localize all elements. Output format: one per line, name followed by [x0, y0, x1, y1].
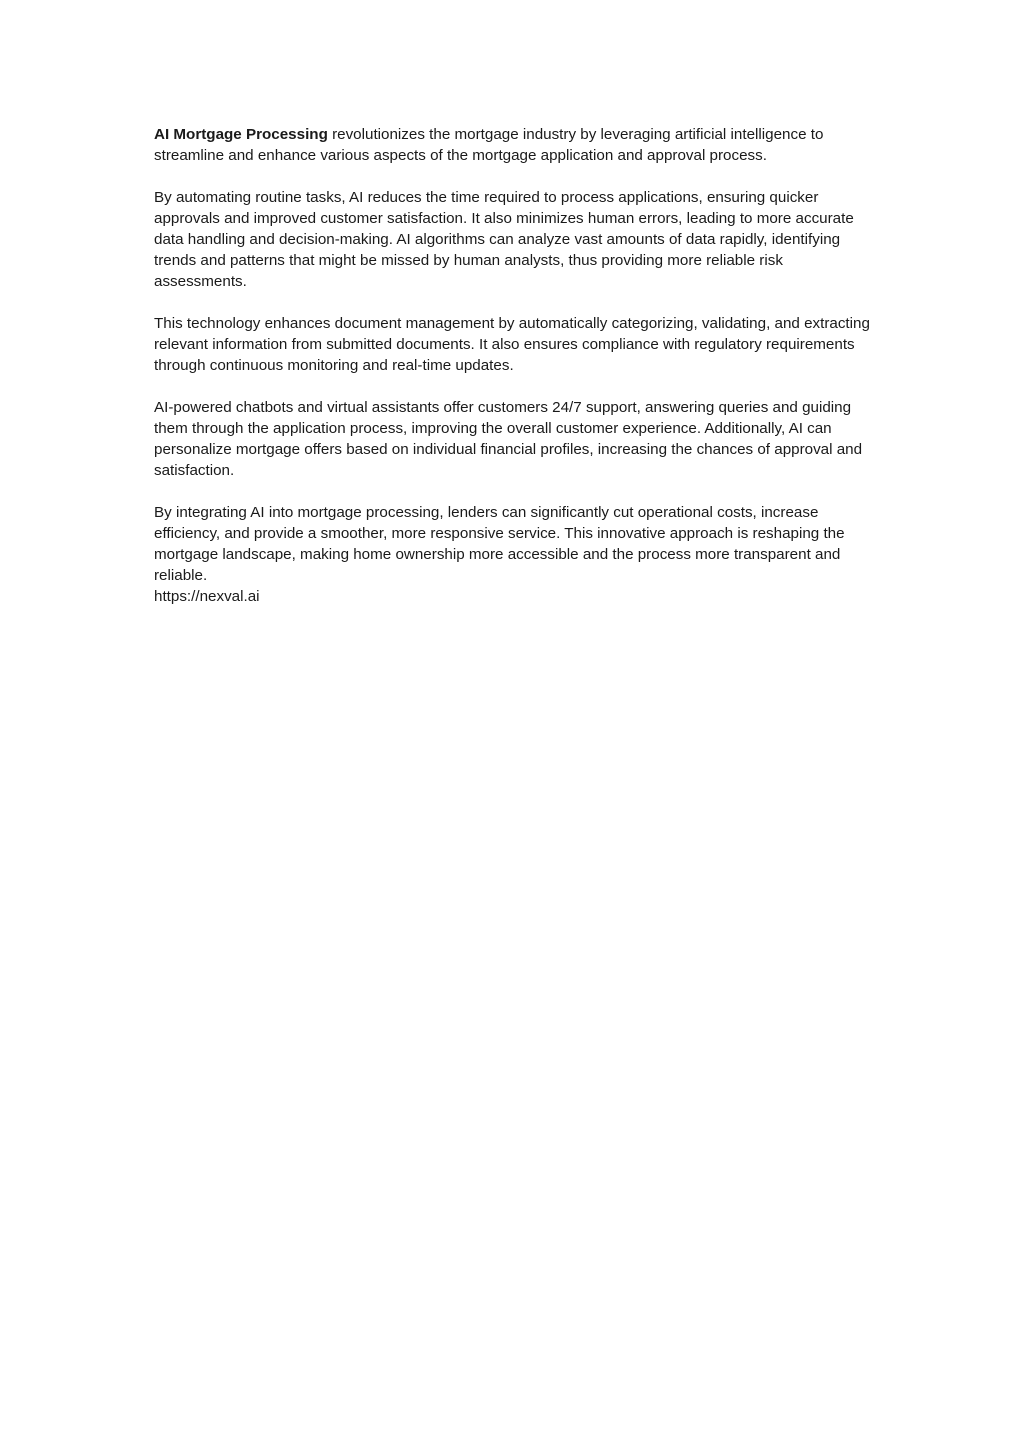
paragraph-document-management: This technology enhances document management by automatically categorizing, validating, and extracting relevant information from submitted documents. It also ensures compliance with regulatory requirements through continuous monitoring and real-time updates. — [154, 315, 870, 374]
website-link[interactable]: https://nexval.ai — [154, 588, 260, 605]
intro-paragraph — [154, 124, 870, 166]
intro-bold-term: AI Mortgage Processing — [154, 126, 328, 143]
paragraph-conclusion: By integrating AI into mortgage processing, lenders can significantly cut operational costs, increase efficiency, and provide a smoother, more responsive service. This innovative approach is reshaping the mortgage landscape, making home ownership more accessible and the process more transparent and reliable. — [154, 504, 845, 584]
intro-text: revolutionizes the mortgage industry by leveraging artificial intelligence to streamline and enhance various aspects of the mortgage application and approval process. — [154, 126, 824, 164]
paragraph-chatbots: AI-powered chatbots and virtual assistants offer customers 24/7 support, answering queries and guiding them through the application process, improving the overall customer experience. Additionally, AI can personalize mortgage offers based on individual financial profiles, increasing the chances of approval and satisfaction. — [154, 399, 863, 479]
paragraph-automation: By automating routine tasks, AI reduces the time required to process applications, ensuring quicker approvals and improved customer satisfaction. It also minimizes human errors, leading to more accurate data handling and decision-making. AI algorithms can analyze vast amounts of data rapidly, identifying trends and patterns that might be missed by human analysts, thus providing more reliable risk assessments. — [154, 189, 854, 290]
document-body — [154, 124, 870, 607]
